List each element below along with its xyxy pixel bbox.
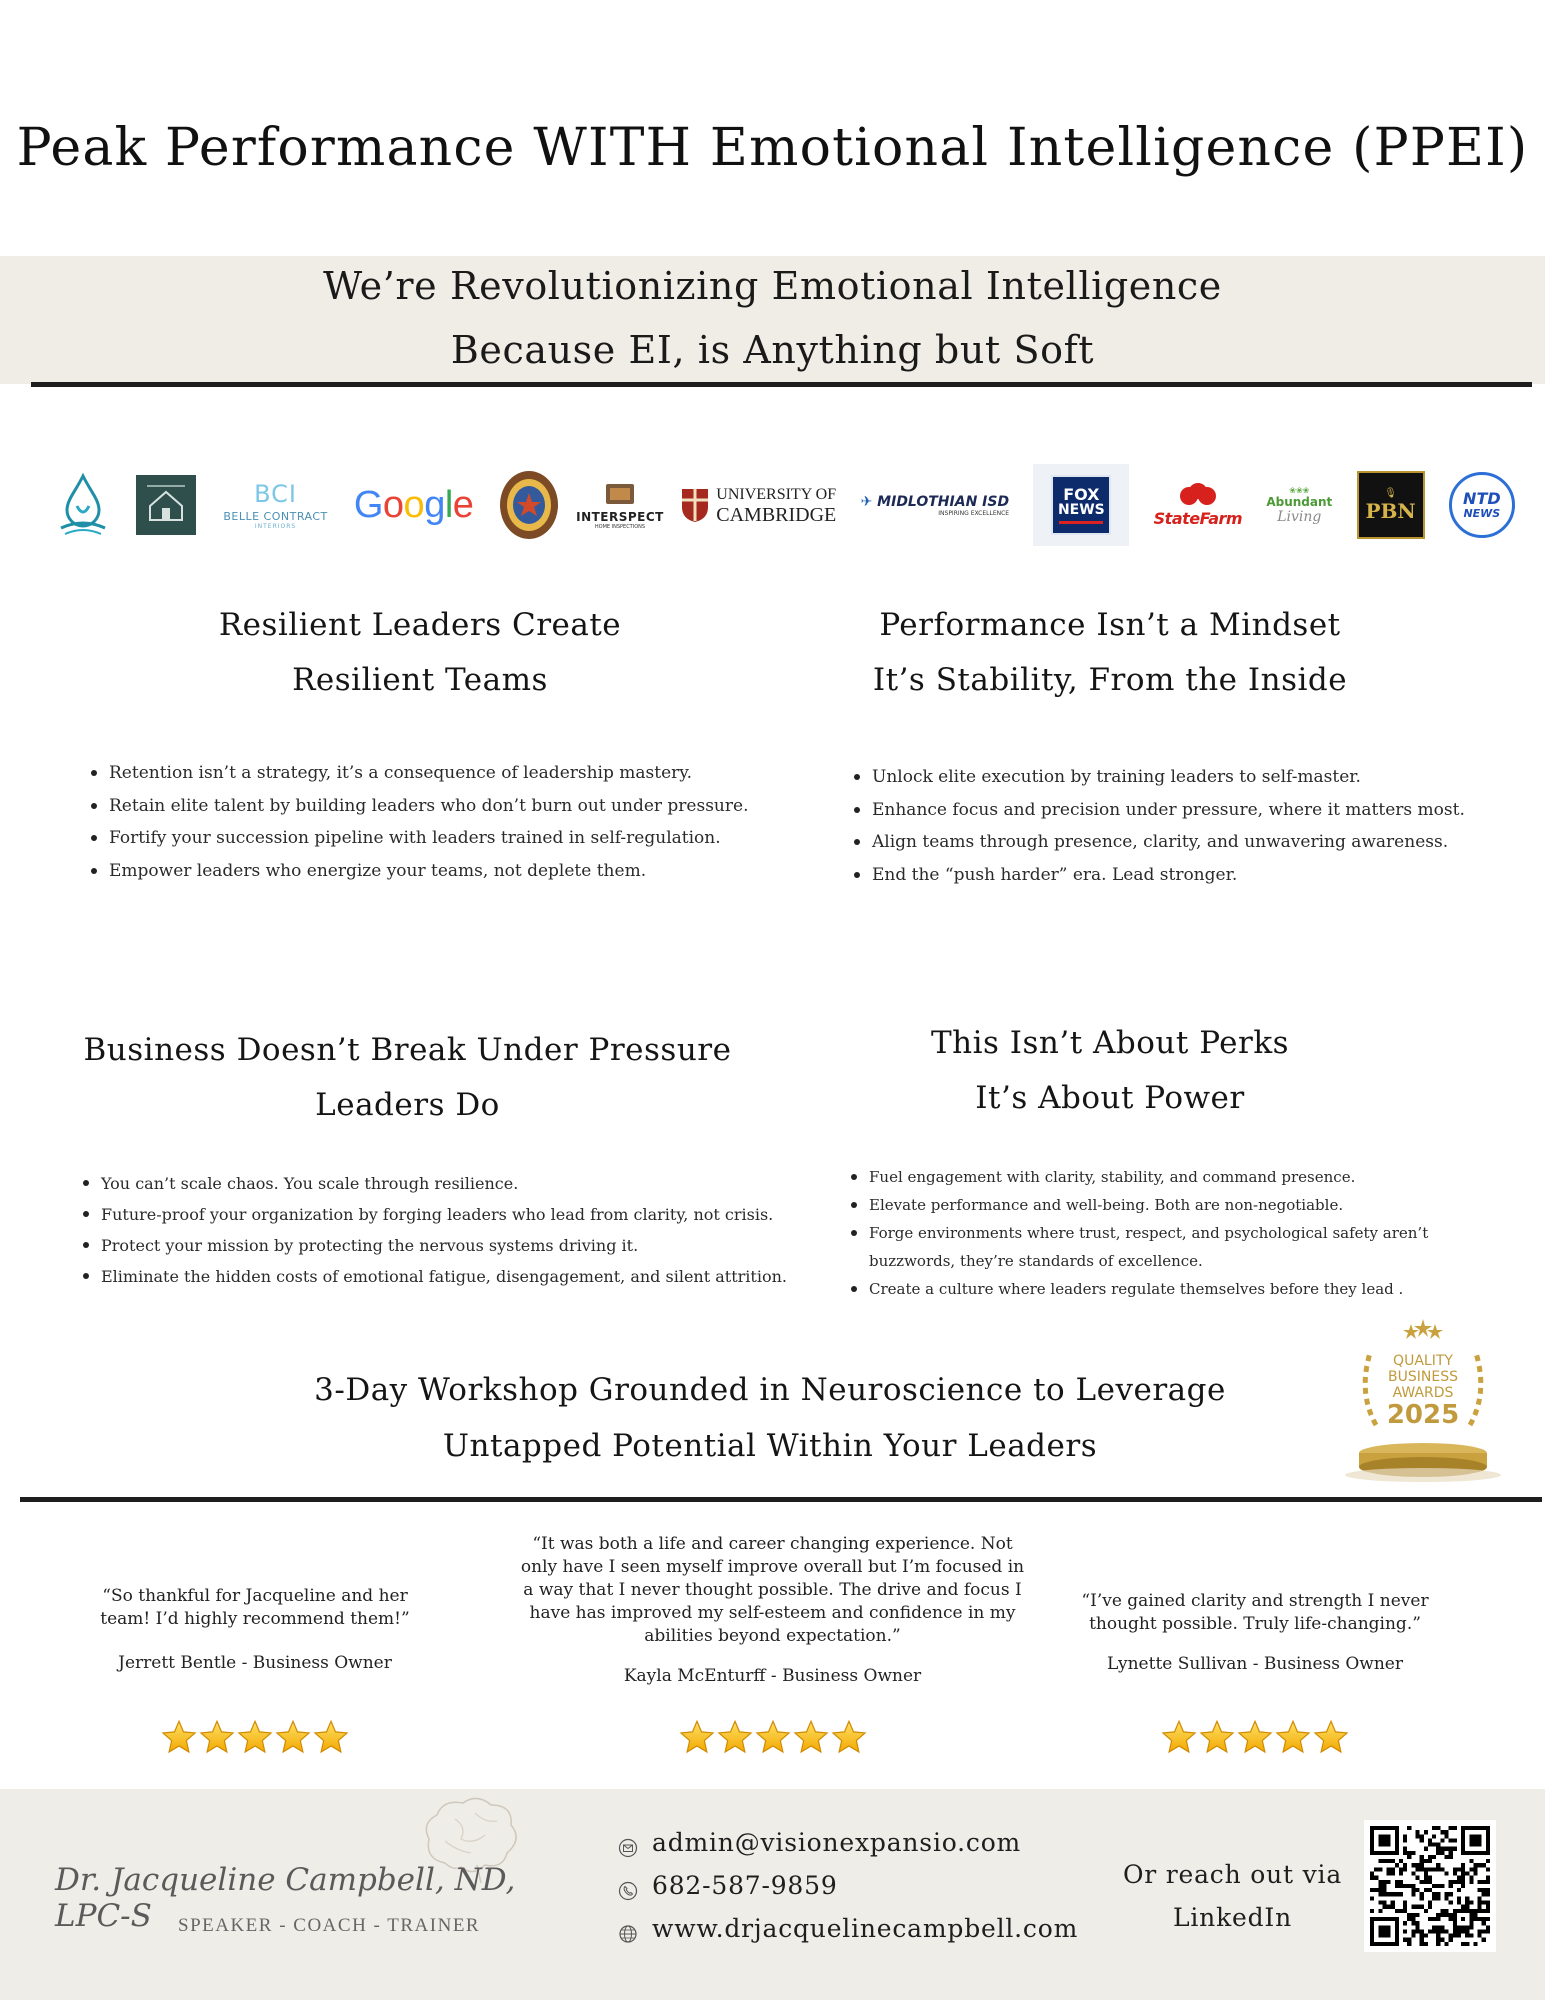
presenter-tagline: SPEAKER - COACH - TRAINER: [178, 1915, 481, 1936]
star-icon: [237, 1719, 273, 1759]
star-rating: [1075, 1719, 1435, 1759]
business-heading: Business Doesn’t Break Under Pressure Leaders Do: [83, 1032, 732, 1123]
abundant-living-logo: ❀❀❀ Abundant Living: [1266, 485, 1333, 525]
list-item: Forge environments where trust, respect, and psychological safety aren’t buzzwords, they’re standards of excellence.: [845, 1219, 1465, 1275]
email-text[interactable]: admin@visionexpansio.com: [652, 1828, 1022, 1857]
list-item: You can’t scale chaos. You scale through resilience.: [77, 1168, 812, 1199]
perks-heading: This Isn’t About Perks It’s About Power: [930, 1025, 1290, 1116]
phone-contact[interactable]: [618, 1871, 838, 1900]
star-icon: [1237, 1719, 1273, 1759]
list-item: Align teams through presence, clarity, and unwavering awareness.: [848, 826, 1528, 859]
quality-business-award-badge: QUALITY BUSINESS AWARDS 2025: [1328, 1313, 1518, 1488]
star-icon: [275, 1719, 311, 1759]
business-bullet-list: [77, 1168, 812, 1292]
section-divider: [20, 1497, 1542, 1502]
phone-text[interactable]: 682-587-9859: [652, 1871, 838, 1900]
google-logo: Google: [353, 483, 474, 526]
star-icon: [1313, 1719, 1349, 1759]
list-item: Fuel engagement with clarity, stability, and command presence.: [845, 1163, 1465, 1191]
midlothian-isd-logo: ✈ MIDLOTHIAN ISD INSPIRING EXCELLENCE: [860, 493, 1010, 517]
testimonial-quote: “So thankful for Jacqueline and her team! I’d highly recommend them!”: [100, 1586, 410, 1629]
list-item: Elevate performance and well-being. Both are non-negotiable.: [845, 1191, 1465, 1219]
list-item: Empower leaders who energize your teams, not deplete them.: [85, 855, 785, 888]
testimonial-card: [1075, 1590, 1435, 1674]
section-divider: [31, 382, 1532, 387]
resilient-heading: Resilient Leaders Create Resilient Teams: [218, 607, 622, 698]
star-rating: [80, 1719, 430, 1759]
phone-icon: [618, 1878, 638, 1898]
star-rating: [520, 1719, 1025, 1759]
list-item: Fortify your succession pipeline with leaders trained in self-regulation.: [85, 822, 785, 855]
star-icon: [831, 1719, 867, 1759]
testimonial-author: Jerrett Bentle - Business Owner: [118, 1653, 392, 1673]
list-item: Unlock elite execution by training leaders to self-master.: [848, 761, 1528, 794]
star-icon: [793, 1719, 829, 1759]
belle-contract-logo: BCI BELLE CONTRACT INTERIORS: [223, 480, 328, 530]
list-item: End the “push harder” era. Lead stronger.: [848, 859, 1528, 892]
fox-news-logo: FOX NEWS: [1033, 464, 1129, 546]
performance-bullet-list: [848, 761, 1528, 891]
ntd-news-logo: NTD NEWS: [1449, 472, 1515, 538]
star-icon: [1199, 1719, 1235, 1759]
linkedin-callout[interactable]: Or reach out via LinkedIn: [1122, 1860, 1343, 1932]
star-icon: [1275, 1719, 1311, 1759]
list-item: Enhance focus and precision under pressure, where it matters most.: [848, 794, 1528, 827]
police-badge-logo: [498, 469, 560, 541]
testimonial-quote: “It was both a life and career changing experience. Not only have I seen myself improve overall but I’m focused in a way that I never thought possible. The drive and focus I have has improved my self-esteem and confidence in my abilities beyond expectation.”: [520, 1534, 1025, 1646]
testimonial-author: Kayla McEnturff - Business Owner: [623, 1666, 922, 1686]
banner-subheadline: Because EI, is Anything but Soft: [450, 328, 1095, 372]
list-item: Future-proof your organization by forging leaders who lead from clarity, not crisis.: [77, 1199, 812, 1230]
state-farm-logo: StateFarm: [1154, 483, 1242, 528]
globe-icon: [618, 1921, 638, 1941]
cambridge-logo: UNIVERSITY OF CAMBRIDGE: [680, 485, 836, 525]
star-icon: [717, 1719, 753, 1759]
star-icon: [161, 1719, 197, 1759]
realtor-logo: [135, 474, 197, 536]
mail-icon: [618, 1835, 638, 1855]
resilient-bullet-list: [85, 757, 785, 887]
banner-headline: We’re Revolutionizing Emotional Intelligence: [323, 264, 1222, 308]
presenter-name: Dr. Jacqueline Campbell, ND, LPC-S: [55, 1862, 516, 1934]
list-item: Create a culture where leaders regulate themselves before they lead .: [845, 1275, 1465, 1303]
star-icon: [1161, 1719, 1197, 1759]
testimonial-author: Lynette Sullivan - Business Owner: [1107, 1654, 1403, 1674]
testimonial-card: [80, 1585, 430, 1673]
workshop-heading: 3-Day Workshop Grounded in Neuroscience to Leverage Untapped Potential Within Your Leaders: [314, 1372, 1226, 1464]
star-icon: [199, 1719, 235, 1759]
testimonial-card: [520, 1533, 1025, 1686]
client-logos: [55, 455, 1515, 555]
star-icon: [679, 1719, 715, 1759]
list-item: Retention isn’t a strategy, it’s a consequence of leadership mastery.: [85, 757, 785, 790]
pbn-logo: 🎙 PBN: [1357, 471, 1425, 539]
star-icon: [313, 1719, 349, 1759]
star-icon: [755, 1719, 791, 1759]
performance-heading: Performance Isn’t a Mindset It’s Stability, From the Inside: [872, 607, 1348, 698]
list-item: Eliminate the hidden costs of emotional fatigue, disengagement, and silent attrition.: [77, 1261, 812, 1292]
list-item: Protect your mission by protecting the nervous systems driving it.: [77, 1230, 812, 1261]
water-drop-logo: [55, 472, 111, 538]
website-text[interactable]: www.drjacquelinecampbell.com: [652, 1914, 1079, 1943]
hero-banner: [0, 256, 1545, 384]
qr-code[interactable]: [1364, 1820, 1496, 1952]
testimonial-quote: “I’ve gained clarity and strength I never thought possible. Truly life-changing.”: [1081, 1591, 1429, 1634]
page-title: Peak Performance WITH Emotional Intelligence (PPEI): [16, 118, 1529, 178]
perks-bullet-list: [845, 1163, 1465, 1303]
website-contact[interactable]: [618, 1914, 1078, 1943]
list-item: Retain elite talent by building leaders who don’t burn out under pressure.: [85, 790, 785, 823]
interspect-logo: INTERSPECT HOME INSPECTIONS: [584, 480, 656, 530]
email-contact[interactable]: [618, 1828, 1021, 1857]
